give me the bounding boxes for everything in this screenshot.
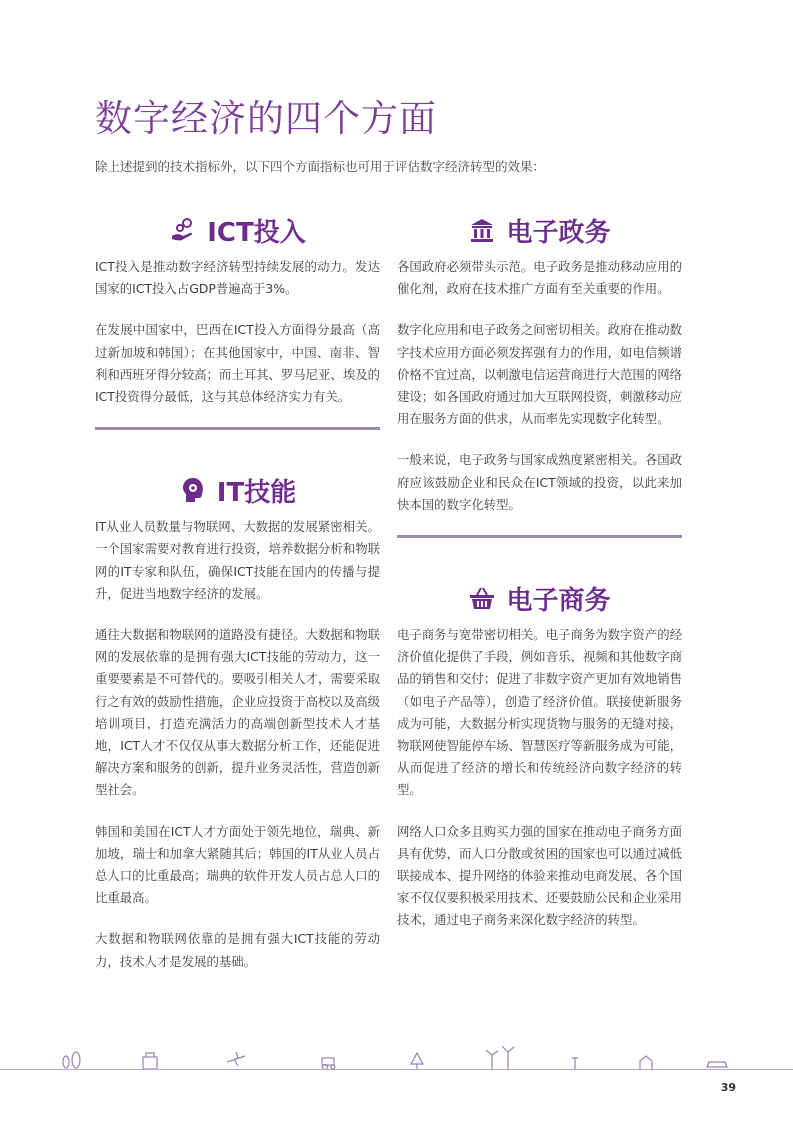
left-column xyxy=(95,210,380,992)
section-title-it: IT技能 xyxy=(216,477,297,508)
right-column xyxy=(397,210,682,951)
page-title: 数字经济的四个方面 xyxy=(95,97,437,140)
airplane-icon xyxy=(227,1052,245,1066)
hand-coins-icon xyxy=(169,216,197,244)
car-icon xyxy=(707,1062,727,1067)
wind-turbine-icon xyxy=(486,1046,514,1069)
section-title-egov: 电子政务 xyxy=(506,217,611,248)
section-title-ecom: 电子商务 xyxy=(506,585,611,616)
footer-illustration xyxy=(0,1040,793,1072)
house-icon xyxy=(640,1056,652,1069)
government-building-icon xyxy=(468,216,496,244)
pine-tree-icon xyxy=(411,1053,423,1069)
it-paragraph-2: 通往大数据和物联网的道路没有捷径。大数据和物联网的发展依靠的是拥有强大ICT技能的劳动力，这一重要要素是不可替代的。要吸引相关人才，需要采取行之有效的鼓励性措施，企业应投资于高校以及高级培训项目，打造充满活力的高端创新型技术人才基地，ICT人才不仅仅从事大数据分析工作，还能促进解决方案和服务的创新，提升业务灵活性，营造创新型社会。 xyxy=(95,627,380,798)
ict-paragraph-1: ICT投入是推动数字经济转型持续发展的动力。发达国家的ICT投入占GDP普遍高于3%。 xyxy=(95,259,380,297)
ecom-paragraph-1: 电子商务与宽带密切相关。电子商务为数字资产的经济价值化提供了手段，例如音乐、视频和其他数字商品的销售和交付；促进了非数字资产更加有效地销售（如电子产品等），创造了经济价值。联接使新服务成为可能，大数据分析实现货物与服务的无缝对接，物联网使智能停车场、智慧医疗等新服务成为可能，从而促进了经济的增长和传统经济向数字经济的转型。 xyxy=(397,627,682,798)
egov-paragraph-2: 数字化应用和电子政务之间密切相关。政府在推动数字技术应用方面必须发挥强有力的作用，如电信频谱价格不宜过高，以刺激电信运营商进行大范围的网络建设；如各国政府通过加大互联网投资，刺激移动应用在服务方面的供求，从而率先实现数字化转型。 xyxy=(397,322,682,427)
ict-paragraph-2: 在发展中国家中，巴西在ICT投入方面得分最高（高过新加坡和韩国）；在其他国家中，中国、南非、智利和西班牙得分较高；而土耳其、罗马尼亚、埃及的ICT投资得分最低，这与其总体经济实力有关。 xyxy=(95,322,380,405)
brain-gear-icon xyxy=(179,476,207,504)
section-divider xyxy=(397,535,682,538)
it-paragraph-3: 韩国和美国在ICT人才方面处于领先地位，瑞典、新加坡，瑞士和加拿大紧随其后；韩国的IT从业人员占总人口的比重最高；瑞典的软件开发人员占总人口的比重最高。 xyxy=(95,823,380,906)
tree-icon xyxy=(63,1052,80,1068)
egov-paragraph-1: 各国政府必须带头示范。电子政务是推动移动应用的催化剂，政府在技术推广方面有至关重要的作用。 xyxy=(397,259,682,297)
page-number: 39 xyxy=(720,1081,736,1094)
shopping-basket-icon xyxy=(468,584,496,612)
section-header-egov xyxy=(397,210,682,250)
egov-paragraph-3: 一般来说，电子政务与国家成熟度紧密相关。各国政府应该鼓励企业和民众在ICT领域的投资，以此来加快本国的数字化转型。 xyxy=(397,452,682,512)
intro-text: 除上述提到的技术指标外，以下四个方面指标也可用于评估数字经济转型的效果： xyxy=(95,159,546,174)
footer-line xyxy=(0,1069,793,1070)
section-header-ecom xyxy=(397,578,682,618)
it-paragraph-1: IT从业人员数量与物联网、大数据的发展紧密相关。一个国家需要对教育进行投资，培养数据分析和物联网的IT专家和队伍，确保ICT技能在国内的传播与提升，促进当地数字经济的发展。 xyxy=(95,519,380,601)
building-icon xyxy=(143,1053,157,1069)
tractor-icon xyxy=(322,1058,335,1070)
section-title-ict: ICT投入 xyxy=(207,217,306,248)
lamp-icon xyxy=(572,1058,578,1069)
section-header-it xyxy=(95,470,380,510)
section-header-ict xyxy=(95,210,380,250)
section-divider xyxy=(95,427,380,430)
it-paragraph-4: 大数据和物联网依靠的是拥有强大ICT技能的劳动力，技术人才是发展的基础。 xyxy=(95,931,380,969)
ecom-paragraph-2: 网络人口众多且购买力强的国家在推动电子商务方面具有优势，而人口分散或贫困的国家也可以通过减低联接成本、提升网络的体验来推动电商发展、各个国家不仅仅要积极采用技术、还要鼓励公民和企业采用技术，通过电子商务来深化数字经济的转型。 xyxy=(397,823,682,928)
